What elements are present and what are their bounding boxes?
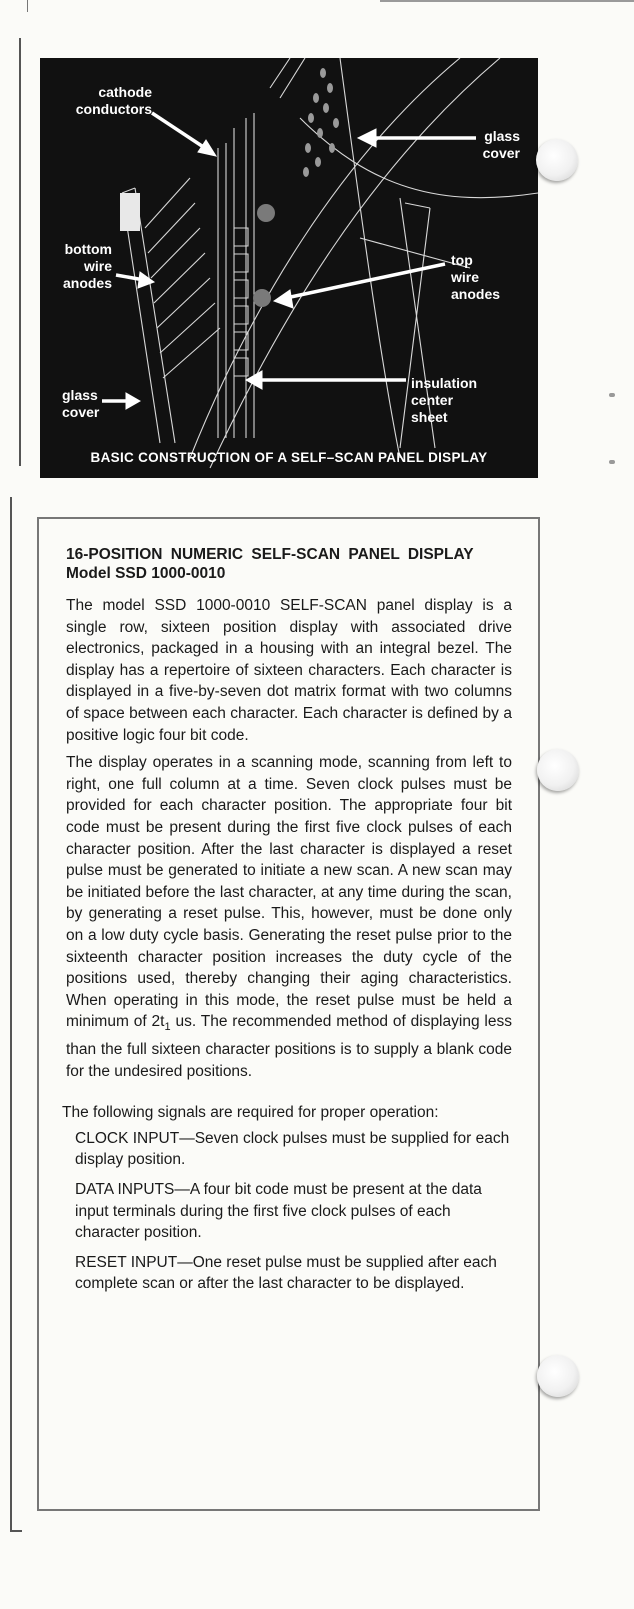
callout-glass-cover-top: glass cover: [482, 128, 520, 161]
callout-insulation-center-sheet: insulation center sheet: [411, 375, 478, 425]
callout-top-wire-anodes: top wire anodes: [451, 252, 501, 302]
operation-text-b: us. The recommended method of displaying less than the full sixteen character positions is to supply a blank code for the undesired positions.: [66, 1013, 512, 1080]
heading-model: Model SSD 1000-0010: [66, 565, 226, 582]
callout-bottom-wire-anodes: bottom wire anodes: [62, 241, 112, 291]
callout-cathode-conductors: cathode conductors: [75, 84, 152, 117]
signal-clock-input: CLOCK INPUT—Seven clock pulses must be supplied for each display position.: [75, 1129, 510, 1169]
paragraph-operation: [66, 752, 512, 1082]
edge-mark-1: [609, 393, 615, 397]
operation-subscript: 1: [164, 1021, 171, 1034]
binder-hole-top: [536, 139, 578, 181]
callout-glass-cover-bottom: glass cover: [62, 387, 100, 420]
text-content: [62, 545, 512, 1303]
margin-bar-foot: [10, 1530, 22, 1532]
binder-hole-middle: [537, 749, 579, 791]
construction-figure: [40, 58, 538, 478]
page-top-rule: [380, 0, 634, 2]
heading-title: 16-POSITION NUMERIC SELF-SCAN PANEL DISPLAY: [66, 546, 474, 563]
signal-data-inputs: DATA INPUTS—A four bit code must be present at the data input terminals during the first five clock pulses of each character position.: [75, 1180, 482, 1242]
operation-text-a: The display operates in a scanning mode, scanning from left to right, one full column at a time. Seven clock pulses must be provided for each character position. The appropriate four bit code must be present during the first five clock pulses of each character position. After the last character is displayed a reset pulse must be generated to initiate a new scan. A new scan may be initiated before the last character, at any time during the scan, by generating a reset pulse. This, however, must be done only on a low duty cycle basis. Generating the reset pulse prior to the sixteenth character position increases the duty cycle of the positions used, thereby changing their aging characteristics. When operating in this mode, the reset pulse must be held a minimum of 2t: [66, 754, 512, 1031]
page-top-tick: [27, 0, 28, 12]
signal-reset-input: RESET INPUT—One reset pulse must be supplied after each complete scan or after the last character to be displayed.: [75, 1253, 497, 1293]
margin-bar-text: [10, 497, 12, 1531]
section-heading: [66, 545, 512, 583]
figure-caption: BASIC CONSTRUCTION OF A SELF–SCAN PANEL DISPLAY: [90, 450, 488, 465]
signals-intro: The following signals are required for proper operation:: [62, 1104, 439, 1122]
margin-bar-figure: [19, 38, 21, 466]
edge-mark-2: [609, 460, 615, 464]
paragraph-description: The model SSD 1000-0010 SELF-SCAN panel display is a single row, sixteen position display with associated drive electronics, packaged in a housing with an integral bezel. The display has a repertoire of sixteen characters. Each character is displayed in a five-by-seven dot matrix format with two columns of space between each character. Each character is defined by a positive logic four bit code.: [66, 597, 512, 744]
binder-hole-bottom: [537, 1355, 579, 1397]
text-panel: [37, 517, 540, 1511]
